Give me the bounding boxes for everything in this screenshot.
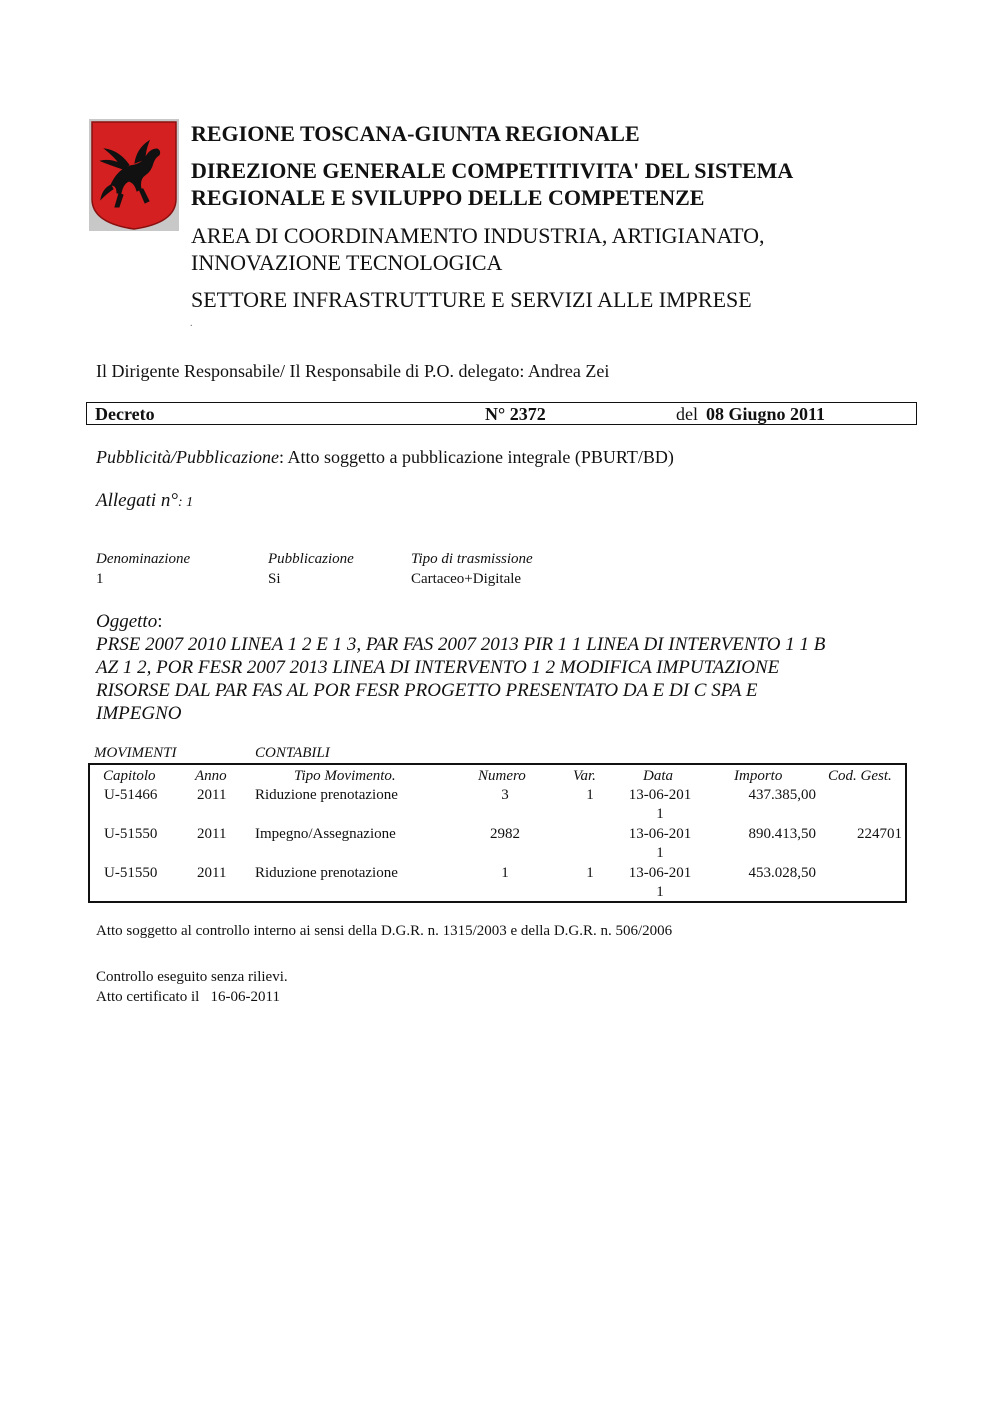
header-direzione-line1: DIREZIONE GENERALE COMPETITIVITA' DEL SISTEMA [191, 158, 794, 183]
row3-importo: 453.028,50 [748, 865, 816, 881]
allegati-line [96, 490, 193, 512]
header-area-line1: AREA DI COORDINAMENTO INDUSTRIA, ARTIGIANATO, [191, 223, 765, 248]
row1-anno: 2011 [197, 787, 227, 803]
row1-importo: 437.385,00 [748, 787, 816, 803]
decreto-del-label: del [676, 404, 698, 424]
col-header-capitolo: Capitolo [103, 768, 156, 784]
row3-numero: 1 [501, 865, 509, 881]
atto-certificato: Atto certificato il 16-06-2011 [96, 989, 280, 1005]
decreto-box [86, 402, 917, 425]
row2-cod-gest: 224701 [857, 826, 902, 842]
row1-data-wrap: 1 [656, 806, 664, 822]
oggetto-text [96, 633, 896, 725]
row2-tipo: Impegno/Assegnazione [255, 826, 396, 842]
allegati-value: : 1 [178, 495, 194, 510]
row2-importo: 890.413,50 [748, 826, 816, 842]
oggetto-label: Oggetto [96, 611, 158, 632]
row3-anno: 2011 [197, 865, 227, 881]
oggetto-colon: : [157, 611, 163, 632]
controllo-esito: Controllo eseguito senza rilievi. [96, 969, 288, 985]
col-header-data: Data [643, 768, 673, 784]
row3-data-wrap: 1 [656, 884, 664, 900]
row3-capitolo: U-51550 [104, 865, 158, 881]
oggetto-label-line [96, 611, 163, 633]
pubblicazione-value: : Atto soggetto a pubblicazione integrale (PBURT/BD) [278, 447, 674, 467]
allegati-header-trasmissione: Tipo di trasmissione [411, 551, 533, 567]
controllo-note: Atto soggetto al controllo interno ai sensi della D.G.R. n. 1315/2003 e della D.G.R. n. 506/2006 [96, 923, 673, 939]
allegati-value-pubblicazione: Si [268, 571, 281, 587]
col-header-var: Var. [573, 768, 596, 784]
header-direzione-line2: REGIONALE E SVILUPPO DELLE COMPETENZE [191, 185, 705, 210]
responsabile-line: Il Dirigente Responsabile/ Il Responsabile di P.O. delegato: Andrea Zei [96, 361, 610, 381]
row1-tipo: Riduzione prenotazione [255, 787, 398, 803]
row1-numero: 3 [501, 787, 509, 803]
row2-anno: 2011 [197, 826, 227, 842]
col-header-anno: Anno [195, 768, 227, 784]
row3-data: 13-06-201 [628, 865, 692, 881]
col-header-numero: Numero [478, 768, 526, 784]
row1-data: 13-06-201 [628, 787, 692, 803]
regione-toscana-emblem-icon [89, 119, 179, 231]
row1-capitolo: U-51466 [104, 787, 158, 803]
pubblicazione-label: Pubblicità/Pubblicazione [96, 447, 279, 467]
header-area-line2: INNOVAZIONE TECNOLOGICA [191, 250, 503, 275]
oggetto-line: AZ 1 2, POR FESR 2007 2013 LINEA DI INTERVENTO 1 2 MODIFICA IMPUTAZIONE [96, 657, 780, 678]
decreto-label: Decreto [95, 404, 155, 424]
movimenti-title: MOVIMENTI [94, 745, 177, 761]
row2-numero: 2982 [490, 826, 520, 842]
allegati-label: Allegati n° [96, 490, 179, 511]
row1-var: 1 [586, 787, 594, 803]
oggetto-line: RISORSE DAL PAR FAS AL POR FESR PROGETTO PRESENTATO DA E DI C SPA E [96, 680, 758, 701]
oggetto-line: PRSE 2007 2010 LINEA 1 2 E 1 3, PAR FAS 2007 2013 PIR 1 1 LINEA DI INTERVENTO 1 1 B [96, 634, 826, 655]
allegati-header-denominazione: Denominazione [96, 551, 191, 567]
row2-capitolo: U-51550 [104, 826, 158, 842]
allegati-value-denominazione: 1 [96, 571, 104, 587]
row2-data: 13-06-201 [628, 826, 692, 842]
oggetto-line: IMPEGNO [96, 703, 182, 724]
decreto-numero: N° 2372 [485, 404, 546, 424]
col-header-tipo: Tipo Movimento. [294, 768, 396, 784]
row3-tipo: Riduzione prenotazione [255, 865, 398, 881]
decreto-data: 08 Giugno 2011 [706, 404, 826, 424]
row2-data-wrap: 1 [656, 845, 664, 861]
allegati-value-trasmissione: Cartaceo+Digitale [411, 571, 522, 587]
col-header-cod-gest: Cod. Gest. [828, 768, 892, 784]
contabili-title: CONTABILI [255, 745, 330, 761]
header-settore: SETTORE INFRASTRUTTURE E SERVIZI ALLE IMPRESE [191, 287, 752, 312]
row3-var: 1 [586, 865, 594, 881]
col-header-importo: Importo [734, 768, 783, 784]
allegati-header-pubblicazione: Pubblicazione [268, 551, 354, 567]
movimenti-table [88, 763, 907, 903]
header-dot-mark: . [190, 318, 193, 329]
header-region-title: REGIONE TOSCANA-GIUNTA REGIONALE [191, 121, 640, 146]
pubblicazione-line [96, 447, 674, 468]
